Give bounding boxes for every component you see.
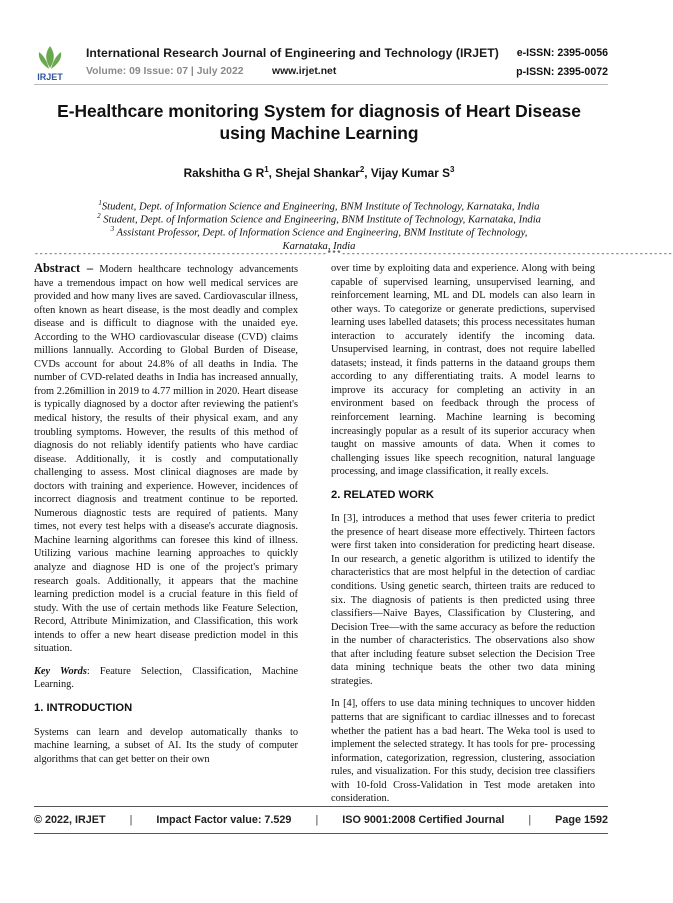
intro-paragraph-continued: over time by exploiting data and experience. Along with being capable of supervised learning, unsupervised learning, and reinforcement learning, ML and DL models can also learn in other ways. To categorize or generate predictions, supervised learning uses labelled datasets; this process necessitates human interaction to accurately identify the incoming data. Unsupervised learning, in contrast, does not require labelled datasets; instead, it finds patterns in the dataand groups them according to any differentiating traits. A model learns to improve its accuracy for completing an activity in an environment based on feedback through the process of reinforcement learning. Machine learning is becoming increasingly popular as a result of its superior accuracy when taught on massive amounts of data. When it comes to challenging issues like speech recognition, natural language processing, and image classification, it really excels.: [331, 263, 595, 478]
author-mark: 1: [264, 165, 269, 174]
journal-website[interactable]: www.irjet.net: [272, 66, 337, 77]
footer-separator: |: [528, 814, 532, 826]
author-mark: 2: [359, 165, 365, 174]
footer-impact-factor: Impact Factor value: 7.529: [156, 814, 292, 826]
author-name: Shejal Shankar: [275, 165, 360, 180]
section-separator: -------------------------------------------------------------***---------------------------------------------------------------------: [34, 250, 673, 259]
footer-page-number: Page 1592: [555, 814, 608, 826]
abstract-text: Modern healthcare technology advancements have a tremendous impact on how well medical services are provided and how many lives are saved. Cardiovascular illness, often known as heart disease, is the most deadly and complex disease and is difficult to diagnose with the unaided eye. According to the WHO cardiovascular disease (CVD) claims millions lannually. According to Global Burden of Disease, CVDs account for about 24.8% of all deaths in India. The number of CVD-related deaths in India has increased annually, from 2.26million in 2019 to 4.77 million in 2020. Heart disease is typically diagnosed by a doctor after reviewing the patient's medical history, the results of their physical exam, and any troubling symptoms. However, the results of this method of diagnosis do not reliably identify patients who have cardiac disease. Additionally, it is costly and computationally challenging to assess. Most clinical diagnoses are made by doctors with training and experience. However, incidences of incorrect diagnosis and treatment continue to be reported. Numerous diagnostic tests are required of patients. Many times, not every test helps with a disease's accurate diagnosis. Machine learning algorithms can foresee this kind of illness. Utilizing various machine learning approaches to quickly analyze and diagnose HD is one of the project's primary research goals. Additionally, it appears that the machine learning prediction model is a crucial feature in this field of study. With the use of certain methods like Feature Selection, Record, Attribute Minimization, and Classification, this work intends to offer a new heart disease prediction model in this situation.: [34, 264, 298, 655]
footer-divider: [34, 833, 608, 834]
footer-divider: [34, 806, 608, 807]
section-heading-related-work: 2. RELATED WORK: [331, 488, 434, 501]
footer-separator: |: [315, 814, 319, 826]
volume-issue: Volume: 09 Issue: 07 | July 2022: [86, 66, 244, 77]
page-footer: [34, 810, 608, 830]
author-mark: 3: [449, 165, 455, 174]
keywords-text: : Feature Selection, Classification, Machine Learning.: [34, 665, 298, 691]
irjet-logo: [34, 42, 66, 82]
footer-separator: |: [129, 814, 133, 826]
intro-paragraph: Systems can learn and develop automatically thanks to machine learning, a subset of AI. Its the study of computer algorithms that can get better on their own: [34, 726, 298, 765]
keywords-label: Key Words: [34, 665, 87, 677]
footer-iso: ISO 9001:2008 Certified Journal: [342, 814, 505, 826]
abstract: [34, 262, 298, 656]
p-issn: p-ISSN: 2395-0072: [516, 66, 608, 78]
author-sep: ,: [268, 165, 276, 180]
author-sep: ,: [364, 165, 371, 180]
right-column: [331, 262, 595, 815]
related-paragraph: In [3], introduces a method that uses fewer criteria to predict the presence of heart disease more effectively. Thirteen factors were first taken into consideration for predicting heart disease. In our research, a genetic algorithm is utilized to identify the characteristics that are most helpful in the detection of cardiac conditions. Using genetic search, thirteen traits are reduced to six. The diagnosis of patients is then predicted using three classifiers—Naive Bayes, Classification by Clustering, and Decision Tree—with the same accuracy as before the reduction in the number of characteristics. The observations also show that after including feature subset selection the Decision Tree data mining technique beats the other two data mining strategies.: [331, 513, 595, 687]
keywords: [34, 665, 298, 692]
header-divider: [34, 84, 608, 85]
journal-header: [34, 42, 608, 82]
related-paragraph: In [4], offers to use data mining techniques to uncover hidden patterns that are significant to cardiac illnesses and to forecast whether the patient has a bad heart. The Weka tool is used to implement the selected strategy. It has tools for pre- processing information, categorization, regression, clustering, association rules, and visualization. For this study, decision tree classifiers with 10-fold Cross-Validation in Test mode aretaken into consideration.: [331, 698, 595, 805]
footer-copyright: © 2022, IRJET: [34, 814, 106, 826]
journal-name: International Research Journal of Engineering and Technology (IRJET): [86, 46, 499, 60]
left-column: [34, 262, 298, 775]
logo-text: IRJET: [37, 72, 63, 82]
author-name: Vijay Kumar S: [370, 165, 450, 180]
author-name: Rakshitha G R: [183, 165, 265, 180]
abstract-label: Abstract –: [34, 261, 94, 275]
section-heading-introduction: 1. INTRODUCTION: [34, 701, 133, 714]
affiliation: $^3$ Assistant Professor, Dept. of Information Science and Engineering, BNM Institute of Technology, Karnataka, India: [110, 225, 528, 253]
author-list: [40, 165, 598, 180]
e-issn: e-ISSN: 2395-0056: [516, 47, 608, 59]
affiliation: $^2$ Student, Dept. of Information Science and Engineering, BNM Institute of Technology, Karnataka, India: [97, 212, 541, 226]
affiliation: $^1$Student, Dept. of Information Science and Engineering, BNM Institute of Technology, Karnataka, India: [98, 199, 540, 213]
paper-title: E-Healthcare monitoring System for diagnosis of Heart Disease using Machine Learning: [57, 101, 581, 143]
